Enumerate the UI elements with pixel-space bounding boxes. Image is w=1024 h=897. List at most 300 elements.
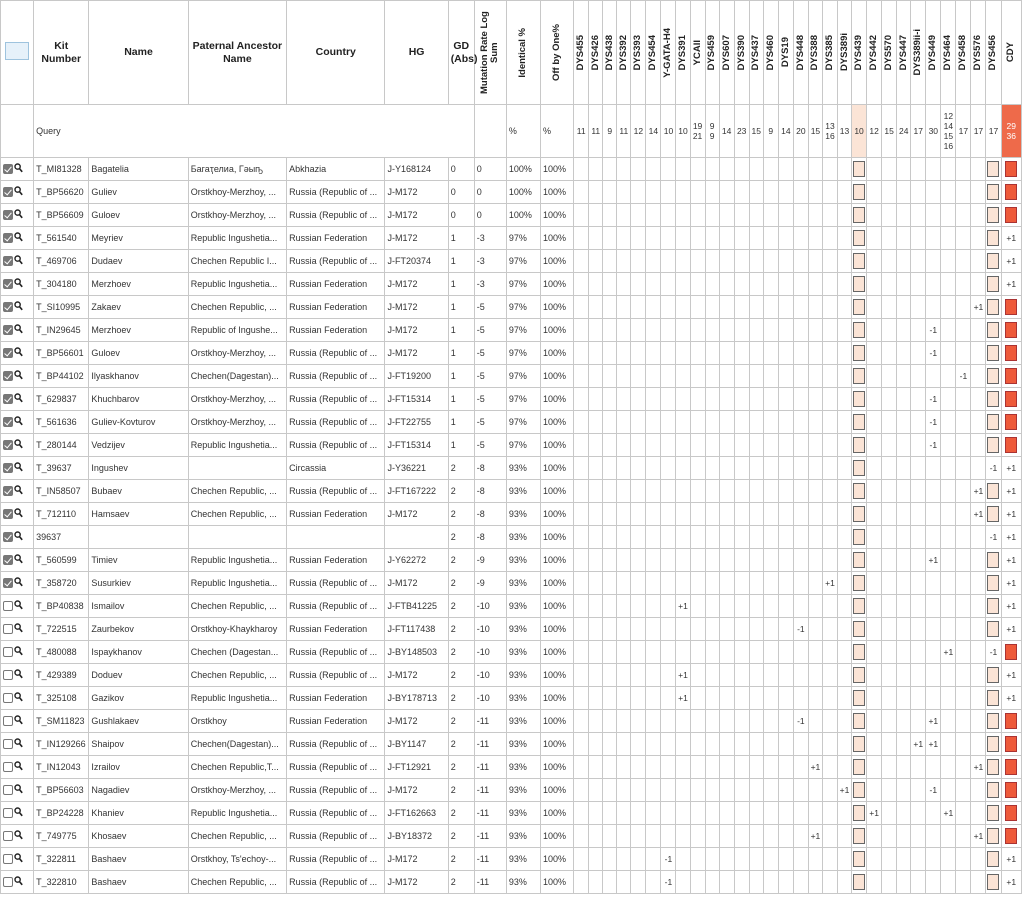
marker-cell	[822, 434, 837, 457]
cell-kit[interactable]: T_358720	[34, 572, 89, 595]
marker-cell	[778, 687, 793, 710]
cell-kit[interactable]: T_39637	[34, 457, 89, 480]
marker-cell	[986, 227, 1001, 250]
header-name[interactable]: Name	[89, 1, 188, 105]
header-marker[interactable]: DYS607	[719, 1, 734, 105]
header-off-by-one[interactable]: Off by One%	[541, 1, 574, 105]
header-marker[interactable]: DYS437	[749, 1, 763, 105]
marker-cell	[882, 618, 897, 641]
header-marker[interactable]: DYS458	[956, 1, 971, 105]
marker-cell	[705, 756, 719, 779]
magnifier-icon[interactable]	[14, 232, 23, 244]
cell-mut: -11	[474, 802, 506, 825]
marker-cell	[838, 296, 852, 319]
marker-cell	[838, 503, 852, 526]
marker-cell	[882, 273, 897, 296]
cell-hg: J-BY148503	[385, 641, 448, 664]
header-marker[interactable]: YCAII	[690, 1, 705, 105]
marker-cell	[705, 388, 719, 411]
cell-kit[interactable]: T_BP56601	[34, 342, 89, 365]
marker-cell	[646, 388, 661, 411]
cell-id: 93%	[506, 848, 540, 871]
magnifier-icon[interactable]	[14, 163, 23, 175]
marker-cell	[882, 526, 897, 549]
marker-cell	[793, 687, 808, 710]
row-checkbox[interactable]	[3, 325, 13, 335]
magnifier-icon[interactable]	[14, 186, 23, 198]
marker-cell	[589, 802, 603, 825]
query-marker-value	[897, 105, 911, 158]
cell-mut: -3	[474, 250, 506, 273]
marker-cell	[956, 227, 971, 250]
cell-kit[interactable]: T_712110	[34, 503, 89, 526]
marker-cell	[603, 204, 617, 227]
marker-cell	[867, 756, 882, 779]
marker-cell	[971, 319, 986, 342]
dys439-box	[853, 345, 865, 361]
marker-cell	[603, 595, 617, 618]
marker-cell	[882, 825, 897, 848]
row-checkbox[interactable]	[3, 831, 13, 841]
magnifier-icon[interactable]	[14, 485, 23, 497]
row-checkbox[interactable]	[3, 509, 13, 519]
cell-kit[interactable]: T_629837	[34, 388, 89, 411]
magnifier-icon[interactable]	[14, 807, 23, 819]
magnifier-icon[interactable]	[14, 439, 23, 451]
marker-cell	[956, 549, 971, 572]
cell-country: Russian Federation	[287, 227, 385, 250]
marker-cell	[838, 480, 852, 503]
row-checkbox[interactable]	[3, 532, 13, 542]
table-row	[1, 848, 1022, 871]
row-checkbox[interactable]	[3, 440, 13, 450]
marker-cell	[631, 273, 646, 296]
magnifier-icon[interactable]	[14, 278, 23, 290]
dys439-box	[853, 253, 865, 269]
header-marker[interactable]: DYS464	[941, 1, 956, 105]
row-checkbox[interactable]	[3, 463, 13, 473]
cell-name: Nagadiev	[89, 779, 188, 802]
marker-cell	[911, 572, 926, 595]
marker-cell	[617, 802, 631, 825]
header-marker[interactable]: DYS389i	[838, 1, 852, 105]
marker-cell	[661, 457, 676, 480]
cell-paternal	[188, 457, 286, 480]
header-marker[interactable]: DYS455	[574, 1, 589, 105]
magnifier-icon[interactable]	[14, 508, 23, 520]
dys439-box	[853, 598, 865, 614]
row-controls	[1, 250, 34, 273]
header-marker[interactable]: DYS438	[603, 1, 617, 105]
cell-kit[interactable]: T_IN29645	[34, 319, 89, 342]
table-row	[1, 710, 1022, 733]
cell-kit[interactable]: T_561540	[34, 227, 89, 250]
marker-cell	[793, 871, 808, 894]
marker-cell	[763, 572, 778, 595]
cell-country: Russia (Republic of ...	[287, 411, 385, 434]
marker-cell	[1001, 411, 1021, 434]
cell-kit[interactable]: T_IN129266	[34, 733, 89, 756]
marker-cell	[971, 871, 986, 894]
marker-cell	[971, 273, 986, 296]
marker-cell	[971, 595, 986, 618]
marker-cell	[1001, 227, 1021, 250]
row-checkbox[interactable]	[3, 716, 13, 726]
marker-cell	[867, 710, 882, 733]
table-row	[1, 158, 1022, 181]
marker-cell	[986, 664, 1001, 687]
marker-cell	[661, 664, 676, 687]
marker-cell	[838, 848, 852, 871]
row-checkbox[interactable]	[3, 164, 13, 174]
marker-cell	[676, 434, 690, 457]
marker-cell	[589, 158, 603, 181]
header-gd[interactable]: GD (Abs)	[448, 1, 474, 105]
cell-kit[interactable]: T_322810	[34, 871, 89, 894]
row-checkbox[interactable]	[3, 417, 13, 427]
magnifier-icon[interactable]	[14, 784, 23, 796]
cell-kit[interactable]: T_IN58507	[34, 480, 89, 503]
header-paternal[interactable]: Paternal Ancestor Name	[188, 1, 286, 105]
header-marker[interactable]: DYS392	[617, 1, 631, 105]
marker-cell	[911, 503, 926, 526]
dys439-box	[853, 161, 865, 177]
marker-cell	[926, 227, 941, 250]
marker-cell	[867, 273, 882, 296]
cell-mut: -5	[474, 388, 506, 411]
cell-kit[interactable]: T_749775	[34, 825, 89, 848]
header-marker[interactable]: DYS439	[852, 1, 867, 105]
query-marker-value	[631, 105, 646, 158]
marker-cell	[734, 273, 749, 296]
header-marker[interactable]: DYS391	[676, 1, 690, 105]
cell-id: 97%	[506, 411, 540, 434]
header-marker[interactable]: DYS390	[734, 1, 749, 105]
row-checkbox[interactable]	[3, 854, 13, 864]
magnifier-icon[interactable]	[14, 301, 23, 313]
marker-cell	[631, 641, 646, 664]
cell-paternal: Chechen(Dagestan)...	[188, 733, 286, 756]
magnifier-icon[interactable]	[14, 324, 23, 336]
dys456-box	[987, 368, 999, 384]
header-marker[interactable]: DYS454	[646, 1, 661, 105]
cell-gd: 1	[448, 388, 474, 411]
marker-cell	[719, 158, 734, 181]
row-checkbox[interactable]	[3, 601, 13, 611]
magnifier-icon[interactable]	[14, 738, 23, 750]
cell-mut: -3	[474, 273, 506, 296]
cell-mut: -11	[474, 848, 506, 871]
row-checkbox[interactable]	[3, 187, 13, 197]
marker-cell	[926, 204, 941, 227]
header-marker[interactable]: DYS449	[926, 1, 941, 105]
cell-name: Ilyaskhanov	[89, 365, 188, 388]
cell-kit[interactable]: T_MI81328	[34, 158, 89, 181]
header-marker[interactable]: DYS388	[808, 1, 822, 105]
magnifier-icon[interactable]	[14, 255, 23, 267]
marker-cell	[838, 273, 852, 296]
cell-kit[interactable]: T_BP56620	[34, 181, 89, 204]
magnifier-icon[interactable]	[14, 393, 23, 405]
cell-kit[interactable]: T_480088	[34, 641, 89, 664]
marker-cell	[838, 181, 852, 204]
header-marker[interactable]: DYS19	[778, 1, 793, 105]
header-mutation-rate[interactable]: Mutation Rate Log Sum	[474, 1, 506, 105]
marker-cell	[749, 388, 763, 411]
cell-kit[interactable]: T_SI10995	[34, 296, 89, 319]
header-marker[interactable]: DYS460	[763, 1, 778, 105]
row-checkbox[interactable]	[3, 279, 13, 289]
marker-cell	[631, 779, 646, 802]
header-marker[interactable]: DYS576	[971, 1, 986, 105]
cell-hg: J-FT22755	[385, 411, 448, 434]
cdy-box	[1005, 828, 1017, 844]
marker-cell	[589, 549, 603, 572]
table-row	[1, 296, 1022, 319]
marker-cell	[911, 848, 926, 871]
marker-cell	[971, 411, 986, 434]
row-checkbox[interactable]	[3, 670, 13, 680]
marker-cell	[603, 434, 617, 457]
cell-country: Russia (Republic of ...	[287, 802, 385, 825]
cell-kit[interactable]: T_561636	[34, 411, 89, 434]
row-checkbox[interactable]	[3, 486, 13, 496]
cell-kit[interactable]: T_SM11823	[34, 710, 89, 733]
marker-cell	[793, 365, 808, 388]
row-checkbox[interactable]	[3, 394, 13, 404]
header-marker[interactable]: DYS448	[793, 1, 808, 105]
header-marker[interactable]: DYS447	[897, 1, 911, 105]
magnifier-icon[interactable]	[14, 876, 23, 888]
marker-cell	[882, 158, 897, 181]
marker-cell	[778, 250, 793, 273]
marker-cell	[574, 365, 589, 388]
cell-country: Russian Federation	[287, 273, 385, 296]
magnifier-icon[interactable]	[14, 554, 23, 566]
header-marker[interactable]: DYS385	[822, 1, 837, 105]
row-checkbox[interactable]	[3, 808, 13, 818]
cell-country	[287, 526, 385, 549]
marker-cell	[986, 250, 1001, 273]
magnifier-icon[interactable]	[14, 347, 23, 359]
marker-cell	[574, 503, 589, 526]
magnifier-icon[interactable]	[14, 830, 23, 842]
cell-kit[interactable]: T_BP56603	[34, 779, 89, 802]
header-marker[interactable]: DYS393	[631, 1, 646, 105]
marker-cell	[631, 250, 646, 273]
marker-diff: +1	[1006, 670, 1017, 680]
query-blank	[474, 105, 506, 158]
marker-diff: +1	[973, 302, 984, 312]
marker-cell	[574, 687, 589, 710]
header-marker[interactable]: DYS459	[705, 1, 719, 105]
cell-gd: 2	[448, 825, 474, 848]
row-checkbox[interactable]	[3, 233, 13, 243]
cell-kit[interactable]: T_BP44102	[34, 365, 89, 388]
marker-cell	[734, 549, 749, 572]
marker-cell	[749, 687, 763, 710]
magnifier-icon[interactable]	[14, 646, 23, 658]
marker-cell	[882, 365, 897, 388]
cell-id: 93%	[506, 549, 540, 572]
row-checkbox[interactable]	[3, 739, 13, 749]
cell-kit[interactable]: T_322811	[34, 848, 89, 871]
marker-cell	[941, 434, 956, 457]
marker-cell	[631, 733, 646, 756]
marker-cell	[631, 756, 646, 779]
cell-gd: 2	[448, 733, 474, 756]
cell-kit[interactable]: T_560599	[34, 549, 89, 572]
query-marker-value	[956, 105, 971, 158]
cell-id: 97%	[506, 227, 540, 250]
marker-cell	[793, 250, 808, 273]
marker-cell	[749, 618, 763, 641]
magnifier-icon[interactable]	[14, 600, 23, 612]
marker-cell	[589, 733, 603, 756]
row-checkbox[interactable]	[3, 877, 13, 887]
magnifier-icon[interactable]	[14, 531, 23, 543]
marker-cell	[793, 526, 808, 549]
marker-cell	[589, 664, 603, 687]
cell-hg: J-FT117438	[385, 618, 448, 641]
marker-cell	[867, 779, 882, 802]
query-value-text: 9	[768, 126, 774, 136]
row-checkbox[interactable]	[3, 647, 13, 657]
header-marker[interactable]: DYS570	[882, 1, 897, 105]
marker-cell	[1001, 871, 1021, 894]
magnifier-icon[interactable]	[14, 853, 23, 865]
marker-cell	[867, 296, 882, 319]
marker-diff: +1	[678, 693, 688, 703]
query-value-text: 10	[854, 126, 864, 136]
marker-cell	[986, 641, 1001, 664]
marker-cell	[719, 273, 734, 296]
marker-cell	[986, 503, 1001, 526]
marker-cell	[690, 802, 705, 825]
row-checkbox[interactable]	[3, 348, 13, 358]
magnifier-icon[interactable]	[14, 462, 23, 474]
marker-cell	[705, 733, 719, 756]
cell-kit[interactable]: T_304180	[34, 273, 89, 296]
cell-kit[interactable]: T_429389	[34, 664, 89, 687]
query-marker-value	[986, 105, 1001, 158]
row-checkbox[interactable]	[3, 555, 13, 565]
marker-cell	[646, 641, 661, 664]
marker-cell	[867, 181, 882, 204]
marker-cell	[822, 204, 837, 227]
magnifier-icon[interactable]	[14, 715, 23, 727]
marker-cell	[734, 802, 749, 825]
marker-cell	[911, 227, 926, 250]
marker-cell	[867, 434, 882, 457]
magnifier-icon[interactable]	[14, 209, 23, 221]
marker-cell	[986, 779, 1001, 802]
marker-cell	[882, 687, 897, 710]
cell-kit[interactable]: T_IN12043	[34, 756, 89, 779]
header-country[interactable]: Country	[287, 1, 385, 105]
header-marker[interactable]: DYS456	[986, 1, 1001, 105]
header-identical[interactable]: Identical %	[506, 1, 540, 105]
header-marker[interactable]: CDY	[1001, 1, 1021, 105]
header-marker[interactable]: DYS389ii-i	[911, 1, 926, 105]
magnifier-icon[interactable]	[14, 577, 23, 589]
magnifier-icon[interactable]	[14, 416, 23, 428]
marker-cell	[589, 388, 603, 411]
magnifier-icon[interactable]	[14, 692, 23, 704]
row-checkbox[interactable]	[3, 762, 13, 772]
header-hg[interactable]: HG	[385, 1, 448, 105]
row-checkbox[interactable]	[3, 302, 13, 312]
magnifier-icon[interactable]	[14, 370, 23, 382]
query-value-text: 10	[678, 126, 688, 136]
marker-cell	[808, 319, 822, 342]
marker-cell	[867, 825, 882, 848]
marker-cell	[749, 434, 763, 457]
marker-cell	[763, 181, 778, 204]
magnifier-icon[interactable]	[14, 669, 23, 681]
row-checkbox[interactable]	[3, 785, 13, 795]
row-checkbox[interactable]	[3, 210, 13, 220]
header-marker[interactable]: Y-GATA-H4	[661, 1, 676, 105]
cell-off: 100%	[541, 296, 574, 319]
cell-kit[interactable]: T_469706	[34, 250, 89, 273]
marker-cell	[676, 641, 690, 664]
row-checkbox[interactable]	[3, 371, 13, 381]
marker-cell	[971, 848, 986, 871]
row-checkbox[interactable]	[3, 693, 13, 703]
cell-paternal: Republic Ingushetia...	[188, 273, 286, 296]
magnifier-icon[interactable]	[14, 623, 23, 635]
cell-kit[interactable]: T_280144	[34, 434, 89, 457]
dys456-box	[987, 391, 999, 407]
table-row	[1, 273, 1022, 296]
row-checkbox[interactable]	[3, 256, 13, 266]
marker-cell	[574, 319, 589, 342]
marker-cell	[719, 687, 734, 710]
marker-cell	[661, 848, 676, 871]
marker-cell	[897, 457, 911, 480]
marker-cell	[676, 756, 690, 779]
magnifier-icon[interactable]	[14, 761, 23, 773]
cell-kit[interactable]: T_BP40838	[34, 595, 89, 618]
cell-kit[interactable]: T_BP24228	[34, 802, 89, 825]
cell-id: 93%	[506, 779, 540, 802]
marker-cell	[941, 664, 956, 687]
marker-cell	[808, 871, 822, 894]
header-marker[interactable]: DYS426	[589, 1, 603, 105]
marker-cell	[763, 480, 778, 503]
table-row	[1, 549, 1022, 572]
cell-kit[interactable]: 39637	[34, 526, 89, 549]
row-checkbox[interactable]	[3, 578, 13, 588]
header-marker[interactable]: DYS442	[867, 1, 882, 105]
marker-cell	[690, 388, 705, 411]
cell-kit[interactable]: T_722515	[34, 618, 89, 641]
marker-cell	[911, 273, 926, 296]
cell-kit[interactable]: T_325108	[34, 687, 89, 710]
cell-paternal: Orstkhoy	[188, 710, 286, 733]
cell-kit[interactable]: T_BP56609	[34, 204, 89, 227]
marker-cell	[603, 181, 617, 204]
table-row	[1, 204, 1022, 227]
header-kit[interactable]: Kit Number	[34, 1, 89, 105]
row-checkbox[interactable]	[3, 624, 13, 634]
marker-cell	[897, 733, 911, 756]
marker-cell	[838, 158, 852, 181]
cell-paternal: Orstkhoy-Merzhoy, ...	[188, 411, 286, 434]
cell-paternal: Chechen Republic, ...	[188, 296, 286, 319]
marker-cell	[971, 710, 986, 733]
